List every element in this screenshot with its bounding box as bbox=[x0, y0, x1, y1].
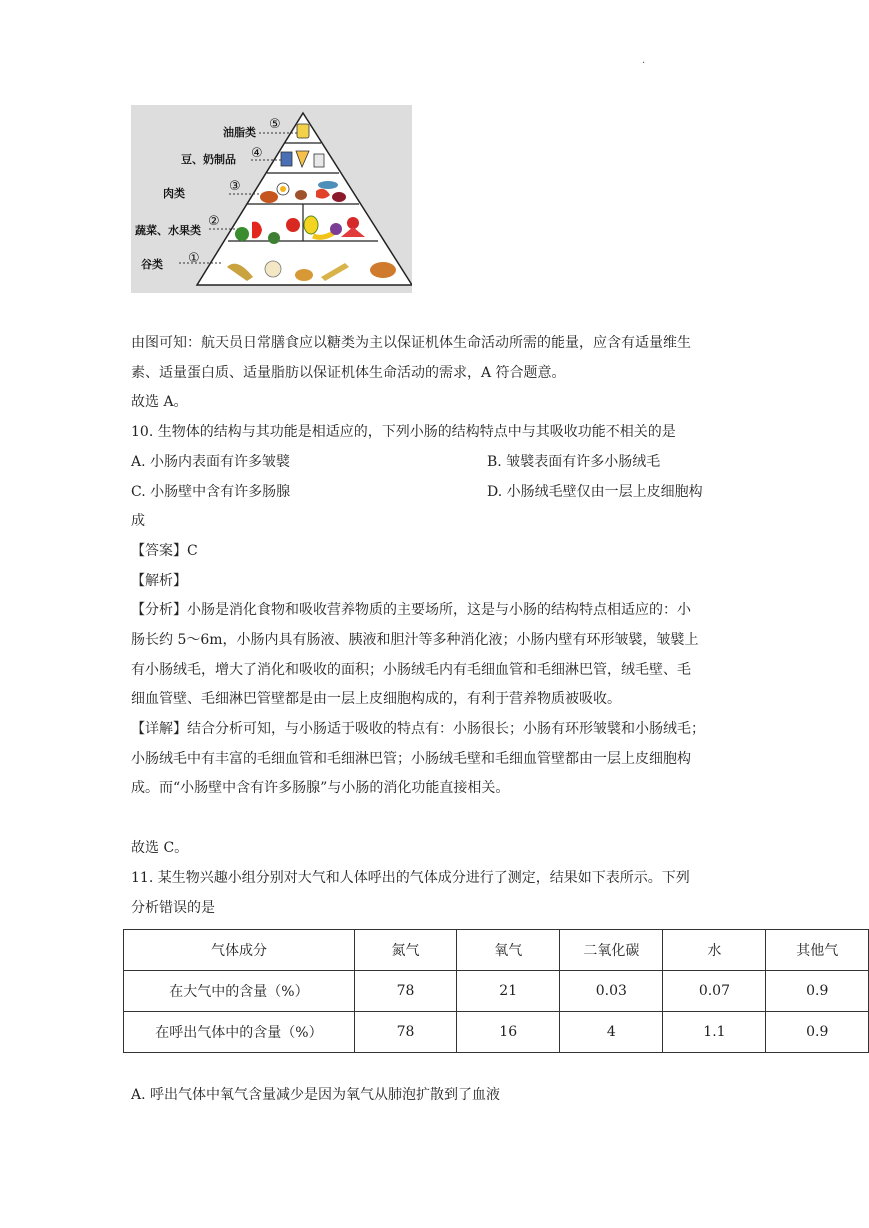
level-5-label: 油脂类 bbox=[223, 126, 256, 139]
table-row bbox=[124, 1012, 869, 1053]
table-header-cell: 其他气 bbox=[766, 930, 869, 971]
question-11: 11. 某生物兴趣小组分别对大气和人体呼出的气体成分进行了测定，结果如下表所示。下列 bbox=[131, 870, 690, 886]
paragraph-line: 素、适量蛋白质、适量脂肪以保证机体生命活动的需求，A 符合题意。 bbox=[131, 365, 566, 381]
table-header-cell: 氧气 bbox=[457, 930, 560, 971]
option-d: D. 小肠绒毛壁仅由一层上皮细胞构 bbox=[487, 484, 703, 500]
oil-bottle-icon bbox=[297, 124, 309, 138]
table-header-cell: 水 bbox=[663, 930, 766, 971]
level-4-label: 豆、奶制品 bbox=[181, 153, 236, 166]
level-2-number: ② bbox=[208, 214, 220, 229]
level-1-number: ① bbox=[188, 251, 200, 266]
gas-composition-table bbox=[123, 929, 869, 1053]
table-header-row bbox=[124, 930, 869, 971]
analysis-line: 肠长约 5～6m，小肠内具有肠液、胰液和胆汁等多种消化液；小肠内壁有环形皱襞，皱襞上 bbox=[131, 632, 699, 648]
table-cell: 0.9 bbox=[766, 1012, 869, 1053]
level-5-number: ⑤ bbox=[269, 117, 281, 132]
question-11-continuation: 分析错误的是 bbox=[131, 900, 215, 916]
table-cell: 0.07 bbox=[663, 971, 766, 1012]
answer: 【答案】C bbox=[131, 543, 198, 559]
option-a: A. 呼出气体中氧气含量减少是因为氧气从肺泡扩散到了血液 bbox=[131, 1087, 501, 1103]
table-row bbox=[124, 971, 869, 1012]
table-cell: 4 bbox=[560, 1012, 663, 1053]
paragraph-line: 由图可知：航天员日常膳食应以糖类为主以保证机体生命活动所需的能量，应含有适量维生 bbox=[131, 335, 691, 351]
level-2-label: 蔬菜、水果类 bbox=[135, 224, 201, 237]
detail-line: 成。而“小肠壁中含有许多肠腺”与小肠的消化功能直接相关。 bbox=[131, 780, 510, 796]
selection-c: 故选 C。 bbox=[131, 840, 189, 856]
level-3-number: ③ bbox=[229, 179, 241, 194]
table-cell: 21 bbox=[457, 971, 560, 1012]
table-cell: 0.03 bbox=[560, 971, 663, 1012]
detail-line: 【详解】结合分析可知，与小肠适于吸收的特点有：小肠很长；小肠有环形皱襞和小肠绒毛； bbox=[131, 721, 705, 737]
level-1-label: 谷类 bbox=[141, 258, 163, 271]
level-4-number: ④ bbox=[251, 146, 263, 161]
table-cell: 16 bbox=[457, 1012, 560, 1053]
analysis-title: 【解析】 bbox=[131, 573, 187, 589]
table-header-cell: 氮气 bbox=[354, 930, 456, 971]
table-cell: 在呼出气体中的含量（%） bbox=[124, 1012, 355, 1053]
table-header-cell: 二氧化碳 bbox=[560, 930, 663, 971]
table-cell: 0.9 bbox=[766, 971, 869, 1012]
option-d-continuation: 成 bbox=[131, 513, 145, 529]
table-cell: 在大气中的含量（%） bbox=[124, 971, 355, 1012]
table-cell: 78 bbox=[354, 971, 456, 1012]
table-cell: 78 bbox=[354, 1012, 456, 1053]
analysis-line: 细血管壁、毛细淋巴管壁都是由一层上皮细胞构成的，有利于营养物质被吸收。 bbox=[131, 691, 621, 707]
food-pyramid-figure bbox=[131, 105, 412, 293]
question-10: 10. 生物体的结构与其功能是相适应的，下列小肠的结构特点中与其吸收功能不相关的是 bbox=[131, 424, 676, 440]
option-b: B. 皱襞表面有许多小肠绒毛 bbox=[487, 454, 661, 470]
option-a: A. 小肠内表面有许多皱襞 bbox=[131, 454, 291, 470]
table-header-cell: 气体成分 bbox=[124, 930, 355, 971]
page-mark: · bbox=[642, 58, 646, 69]
analysis-line: 有小肠绒毛，增大了消化和吸收的面积；小肠绒毛内有毛细血管和毛细淋巴管，绒毛壁、毛 bbox=[131, 662, 691, 678]
option-c: C. 小肠壁中含有许多肠腺 bbox=[131, 484, 291, 500]
detail-line: 小肠绒毛中有丰富的毛细血管和毛细淋巴管；小肠绒毛壁和毛细血管壁都由一层上皮细胞构 bbox=[131, 751, 691, 767]
food-pyramid-diagram bbox=[131, 105, 412, 293]
table-cell: 1.1 bbox=[663, 1012, 766, 1053]
level-3-label: 肉类 bbox=[163, 187, 185, 200]
analysis-line: 【分析】小肠是消化食物和吸收营养物质的主要场所，这是与小肠的结构特点相适应的：小 bbox=[131, 602, 691, 618]
paragraph-line: 故选 A。 bbox=[131, 394, 188, 410]
